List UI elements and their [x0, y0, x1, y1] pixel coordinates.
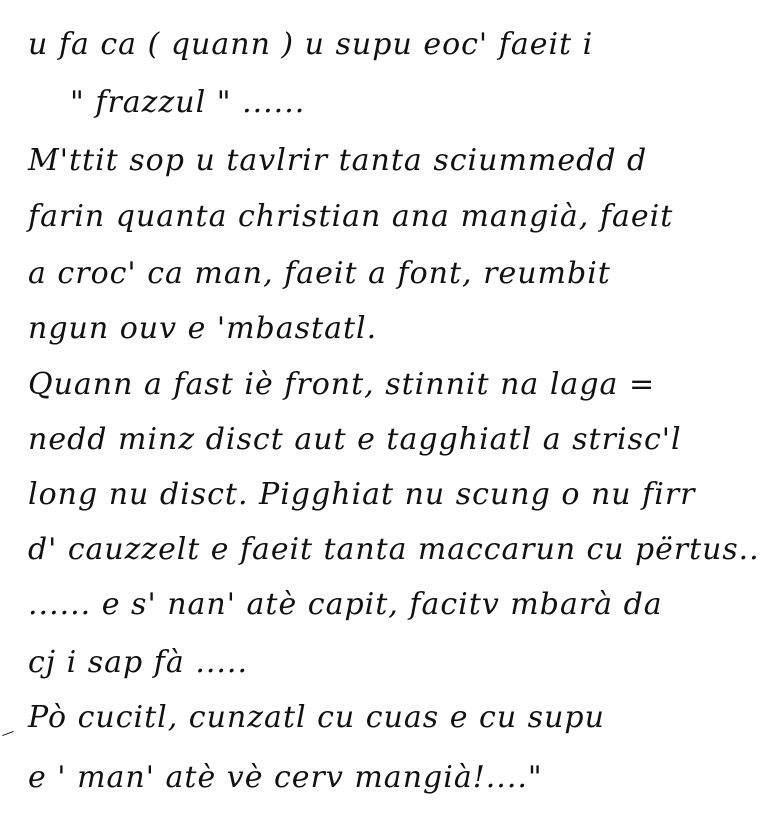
text-line-1: u fa ca ( quann ) u supu eoc' faeit i — [28, 27, 594, 62]
text-line-3: M'ttit sop u tavlrir tanta sciummedd d — [28, 143, 648, 178]
text-line-12: cj i sap fà ..... — [28, 645, 248, 680]
text-line-14: e ' man' atè vè cerv mangià!...." — [28, 760, 543, 795]
text-line-9: long nu disct. Pigghiat nu scung o nu firr — [28, 477, 696, 512]
text-line-2: " frazzul " ...... — [70, 85, 306, 120]
text-line-4: farin quanta christian ana mangià, faeit — [28, 199, 674, 234]
text-line-8: nedd minz disct aut e tagghiatl a strisc'l — [28, 422, 682, 457]
text-line-11: ...... e s' nan' atè capit, facitv mbarà da — [28, 587, 663, 622]
text-line-13: Pò cucitl, cunzatl cu cuas e cu supu — [28, 700, 605, 735]
text-line-5: a croc' ca man, faeit a font, reumbit — [28, 256, 611, 291]
text-line-10: d' cauzzelt e faeit tanta maccarun cu përtus.. — [28, 532, 760, 567]
stray-pen-mark — [2, 731, 14, 736]
text-line-6: ngun ouv e 'mbastatl. — [28, 311, 378, 346]
text-line-7: Quann a fast iè front, stinnit na laga = — [28, 367, 656, 402]
